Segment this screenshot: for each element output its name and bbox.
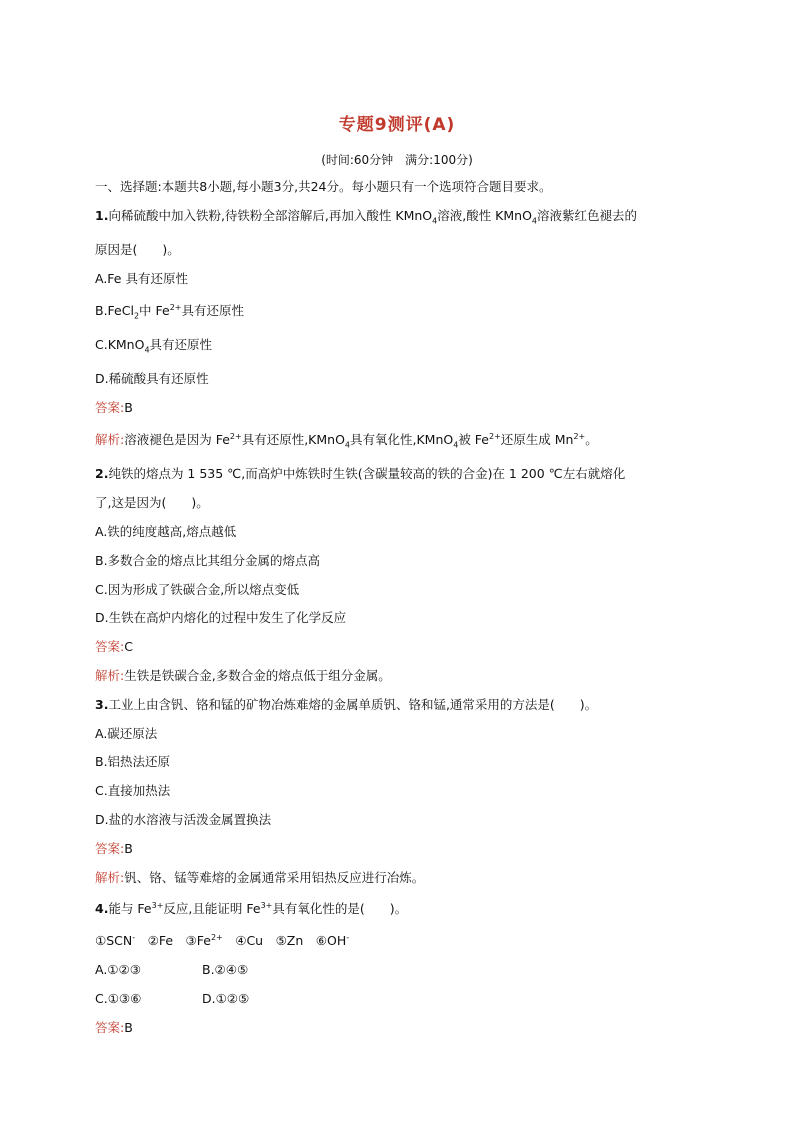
question-4-option-a: A.①②③ — [95, 962, 141, 978]
q1-subscript: 4 — [144, 345, 150, 355]
question-2-answer — [95, 637, 705, 657]
q1-option-b-part: 中 Fe — [139, 302, 170, 318]
analysis-superscript: 2+ — [488, 432, 501, 442]
question-4-number: 4. — [95, 901, 109, 917]
analysis-label: 解析: — [95, 432, 125, 448]
q1-stem-part: 溶液紫红色褪去的 — [537, 207, 638, 223]
q4-stem-part: 具有氧化性的是( )。 — [272, 901, 408, 917]
question-1-analysis — [95, 427, 705, 456]
analysis-subscript: 4 — [344, 440, 350, 450]
q4-item-part: ①SCN — [95, 933, 133, 949]
question-3-stem — [95, 695, 705, 715]
analysis-superscript: 2+ — [573, 432, 586, 442]
question-4-options-row-1 — [95, 960, 705, 980]
answer-value: B — [124, 400, 133, 416]
answer-label: 答案: — [95, 1019, 125, 1035]
analysis-part: 具有氧化性,KMnO — [350, 432, 454, 448]
question-1-option-a: A.Fe 具有还原性 — [95, 270, 188, 286]
question-1-option-d: D.稀硫酸具有还原性 — [95, 371, 209, 387]
question-2-option-b: B.多数合金的熔点比其组分金属的熔点高 — [95, 552, 321, 568]
analysis-part: 溶液褪色是因为 Fe — [124, 432, 230, 448]
question-3-answer — [95, 839, 705, 859]
q4-stem-part: 反应,且能证明 Fe — [163, 901, 261, 917]
q4-superscript: - — [132, 933, 136, 943]
analysis-label: 解析: — [95, 668, 125, 684]
q4-superscript: 3+ — [260, 901, 273, 911]
answer-value: B — [124, 1019, 133, 1035]
question-1-stem-line2: 原因是( )。 — [95, 242, 180, 258]
question-4-answer — [95, 1018, 705, 1038]
document-content — [95, 177, 705, 1047]
q1-subscript: 4 — [531, 216, 538, 226]
document-subtitle: (时间:60分钟 满分:100分) — [321, 153, 473, 167]
question-3-analysis — [95, 868, 705, 888]
answer-value: B — [124, 840, 133, 856]
question-4-stem — [95, 896, 705, 919]
question-4-option-b: B.②④⑤ — [202, 962, 249, 978]
q1-subscript: 4 — [432, 216, 438, 226]
q4-item-part: ②Fe ③Fe — [135, 933, 211, 949]
question-2-stem-line2: 了,这是因为( )。 — [95, 495, 209, 511]
question-4-items — [95, 928, 705, 951]
q1-stem-part: 溶液,酸性 KMnO — [437, 207, 532, 223]
question-2-option-c: C.因为形成了铁碳合金,所以熔点变低 — [95, 581, 300, 597]
q4-superscript: 2+ — [210, 933, 223, 943]
question-2-option-a: A.铁的纯度越高,熔点越低 — [95, 524, 237, 540]
answer-label: 答案: — [95, 639, 125, 655]
analysis-part: 。 — [585, 432, 598, 448]
question-1-option-b — [95, 298, 705, 327]
analysis-subscript: 4 — [453, 440, 459, 450]
answer-label: 答案: — [95, 400, 125, 416]
question-3-option-d: D.盐的水溶液与活泼金属置换法 — [95, 812, 272, 828]
question-3-option-a: A.碳还原法 — [95, 725, 158, 741]
q2-stem-text: 纯铁的熔点为 1 535 ℃,而高炉中炼铁时生铁(含碳量较高的铁的合金)在 1 200 ℃左右就熔化 — [108, 466, 626, 482]
analysis-part: 被 Fe — [458, 432, 489, 448]
analysis-label: 解析: — [95, 869, 125, 885]
q3-stem-text: 工业上由含钒、铬和锰的矿物冶炼难熔的金属单质钒、铬和锰,通常采用的方法是( )。 — [108, 696, 598, 712]
q1-option-c-part: C.KMnO — [95, 337, 145, 353]
question-2-stem — [95, 464, 705, 484]
q4-superscript: - — [346, 933, 350, 943]
analysis-text: 钒、铬、锰等难熔的金属通常采用铝热反应进行冶炼。 — [124, 869, 425, 885]
analysis-superscript: 2+ — [229, 432, 242, 442]
analysis-text: 生铁是铁碳合金,多数合金的熔点低于组分金属。 — [124, 668, 391, 684]
q1-subscript: 2 — [133, 311, 140, 321]
question-3-number: 3. — [95, 696, 109, 712]
question-2-option-d: D.生铁在高炉内熔化的过程中发生了化学反应 — [95, 610, 347, 626]
q1-option-b-part: 具有还原性 — [181, 302, 245, 318]
analysis-part: 具有还原性,KMnO — [241, 432, 345, 448]
question-1-answer — [95, 398, 705, 418]
q4-stem-part: 能与 Fe — [108, 901, 152, 917]
q1-superscript: 2+ — [169, 302, 182, 312]
question-3-option-b: B.铝热法还原 — [95, 754, 171, 770]
question-4-option-c: C.①③⑥ — [95, 991, 142, 1007]
q1-option-c-part: 具有还原性 — [149, 337, 213, 353]
document-title: 专题9测评(A) — [338, 115, 456, 135]
question-2-number: 2. — [95, 466, 109, 482]
question-2-analysis — [95, 666, 705, 686]
q1-option-b-part: B.FeCl — [95, 302, 134, 318]
answer-value: C — [124, 639, 133, 655]
question-4-option-d: D.①②⑤ — [202, 991, 250, 1007]
question-1-stem — [95, 206, 705, 232]
q4-item-part: ④Cu ⑤Zn ⑥OH — [222, 933, 347, 949]
question-1-option-c — [95, 335, 705, 361]
q4-superscript: 3+ — [151, 901, 164, 911]
question-4-options-row-2 — [95, 989, 705, 1009]
section-heading: 一、选择题:本题共8小题,每小题3分,共24分。每小题只有一个选项符合题目要求。 — [95, 179, 552, 194]
q1-stem-part: 向稀硫酸中加入铁粉,待铁粉全部溶解后,再加入酸性 KMnO — [108, 207, 433, 223]
answer-label: 答案: — [95, 840, 125, 856]
analysis-part: 还原生成 Mn — [500, 432, 574, 448]
question-1-number: 1. — [95, 207, 109, 223]
question-3-option-c: C.直接加热法 — [95, 783, 171, 799]
